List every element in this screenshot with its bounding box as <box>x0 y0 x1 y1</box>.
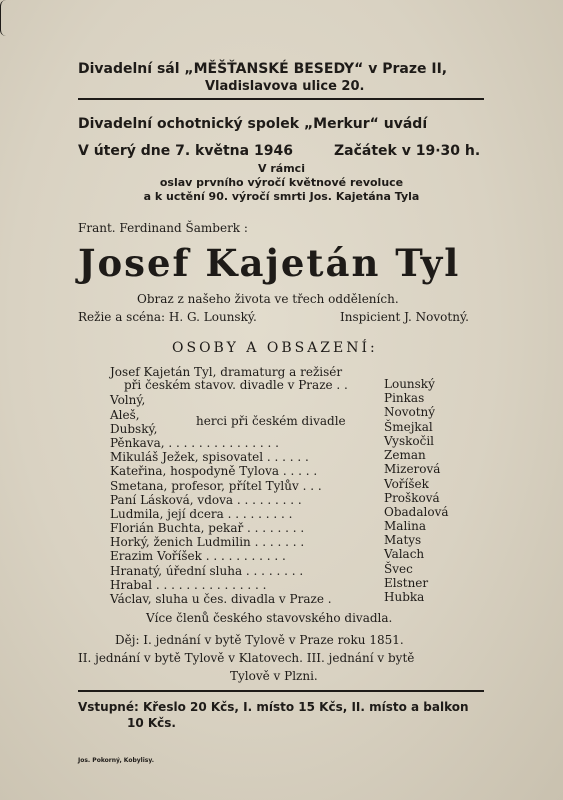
cast-role: Mikuláš Ježek, spisovatel . . . . . . <box>110 450 309 464</box>
occasion-line-3: a k uctění 90. výročí smrti Jos. Kajetána Tyla <box>143 190 420 203</box>
cast-role: Dubský, <box>110 422 158 436</box>
occasion-line-2: oslav prvního výročí květnové revoluce <box>159 176 404 189</box>
cast-role: Smetana, profesor, přítel Tylův . . . <box>110 479 322 493</box>
cast-actor: Elstner <box>384 576 429 590</box>
cast-actor: Mizerová <box>384 462 441 476</box>
cast-actor: Lounský <box>384 377 435 391</box>
cast-actor: Matys <box>384 533 422 547</box>
cast-actor: Pinkas <box>384 391 425 405</box>
cast-role: Hrabal . . . . . . . . . . . . . . . <box>110 578 267 592</box>
group-brace <box>0 0 11 36</box>
cast-actor: Šmejkal <box>384 420 433 434</box>
divider-top <box>78 98 484 100</box>
performance-date: V úterý dne 7. května 1946 <box>78 143 293 159</box>
printer-credit: Jos. Pokorný, Kobylisy. <box>78 757 155 764</box>
group-label: herci při českém divadle <box>196 414 346 428</box>
cast-actor: Vyskočil <box>384 434 435 448</box>
divider-bottom <box>78 690 484 692</box>
author-line: Frant. Ferdinand Šamberk : <box>78 221 248 235</box>
cast-actor: Malina <box>384 519 426 533</box>
cast-actor: Novotný <box>384 405 436 419</box>
cast-role: Aleš, <box>110 408 140 422</box>
street-line: Vladislavova ulice 20. <box>205 79 365 94</box>
cast-role: Kateřina, hospodyně Tylova . . . . . <box>110 464 318 478</box>
play-subtitle: Obraz z našeho života ve třech odděleních. <box>137 292 399 306</box>
cast-role: Hranatý, úřední sluha . . . . . . . . <box>110 564 304 578</box>
play-title: Josef Kajetán Tyl <box>78 241 461 285</box>
cast-role: Horký, ženich Ludmilin . . . . . . . <box>110 535 305 549</box>
acts-line-2: II. jednání v bytě Tylově v Klatovech. III. jednání v bytě <box>78 651 415 665</box>
cast-actor: Obadalová <box>384 505 449 519</box>
cast-role: Václav, sluha u čes. divadla v Praze . <box>110 592 332 606</box>
acts-line-1: Děj: I. jednání v bytě Tylově v Praze roku 1851. <box>115 633 404 647</box>
extras-line: Více členů českého stavovského divadla. <box>146 611 393 625</box>
start-time: Začátek v 19·30 h. <box>334 143 481 159</box>
cast-role: Volný, <box>110 393 146 407</box>
occasion-line-1: V rámci <box>258 162 305 175</box>
cast-role: při českém stavov. divadle v Praze . . <box>124 378 348 392</box>
cast-actor: Hubka <box>384 590 425 604</box>
cast-heading: OSOBY A OBSAZENÍ: <box>172 340 378 356</box>
cast-actor: Švec <box>384 562 413 576</box>
prices-line-1: Vstupné: Křeslo 20 Kčs, I. místo 15 Kčs, II. místo a balkon <box>78 700 469 714</box>
cast-role: Josef Kajetán Tyl, dramaturg a režisér <box>110 365 343 379</box>
cast-actor: Valach <box>384 547 425 561</box>
prices-line-2: 10 Kčs. <box>127 716 176 730</box>
inspicient-line: Inspicient J. Novotný. <box>340 310 469 324</box>
director-line: Režie a scéna: H. G. Lounský. <box>78 310 257 324</box>
cast-actor: Zeman <box>384 448 426 462</box>
cast-actor: Voříšek <box>384 477 429 491</box>
cast-role: Pěnkava, . . . . . . . . . . . . . . . <box>110 436 279 450</box>
cast-role: Paní Lásková, vdova . . . . . . . . . <box>110 493 302 507</box>
presenter-line: Divadelní ochotnický spolek „Merkur“ uvádí <box>78 116 428 132</box>
cast-actor: Prošková <box>384 491 440 505</box>
acts-line-3: Tylově v Plzni. <box>230 669 318 683</box>
cast-role: Florián Buchta, pekař . . . . . . . . <box>110 521 305 535</box>
cast-role: Ludmila, její dcera . . . . . . . . . <box>110 507 293 521</box>
venue-line: Divadelní sál „MĚŠŤANSKÉ BESEDY“ v Praze II, <box>78 61 448 77</box>
cast-role: Erazim Voříšek . . . . . . . . . . . <box>110 549 286 563</box>
